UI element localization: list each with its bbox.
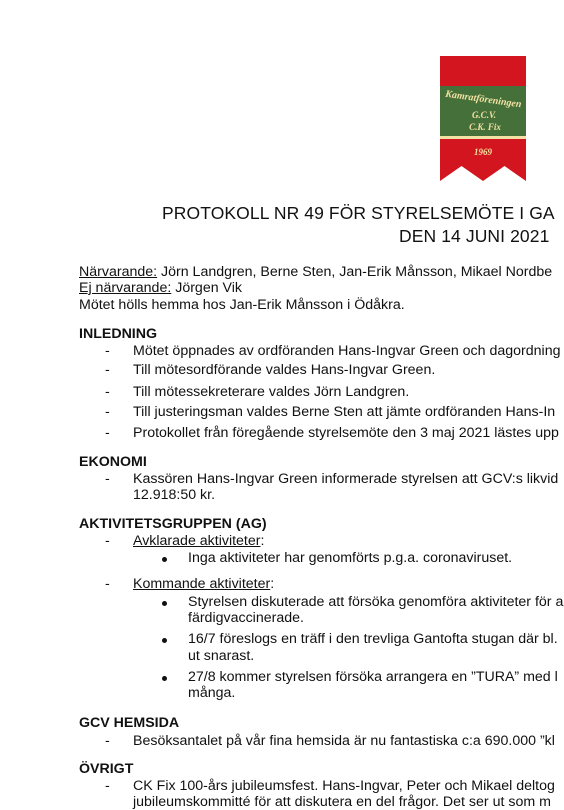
list-dash: -: [105, 778, 110, 794]
inledning-item: Protokollet från föregående styrelsemöte den 3 maj 2021 lästes upp: [133, 425, 559, 441]
inledning-item: Till mötesordförande valdes Hans-Ingvar Green.: [133, 362, 436, 378]
list-dash: -: [105, 576, 110, 592]
inledning-item: Till justeringsman valdes Berne Sten att jämte ordföranden Hans-In: [133, 404, 556, 420]
absent-label: Ej närvarande:: [79, 280, 172, 296]
inledning-item: Till mötessekreterare valdes Jörn Landgren.: [133, 384, 410, 400]
ekonomi-heading: EKONOMI: [79, 454, 147, 470]
bullet-dot: [162, 557, 167, 562]
gcv-heading: GCV HEMSIDA: [79, 715, 180, 731]
inledning-heading: INLEDNING: [79, 326, 158, 342]
ag-upcoming-label: Kommande aktiviteter:: [133, 576, 275, 592]
gcv-item: Besöksantalet på vår fina hemsida är nu fantastiska c:a 690.000 ”kl: [133, 733, 555, 749]
list-dash: -: [105, 733, 110, 749]
list-dash: -: [105, 425, 110, 441]
meeting-location: Mötet hölls hemma hos Jan-Erik Månsson i Ödåkra.: [79, 297, 405, 313]
club-banner-logo: [440, 56, 526, 181]
list-dash: -: [105, 384, 110, 400]
ag-done-item: Inga aktiviteter har genomförts p.g.a. coronaviruset.: [188, 550, 513, 566]
ag-upcoming-item: 27/8 kommer styrelsen försöka arrangera en ”TURA” med l: [188, 669, 558, 685]
list-dash: -: [105, 471, 110, 487]
list-dash: -: [105, 362, 110, 378]
absent-line: [79, 280, 242, 296]
absent-names: Jörgen Vik: [171, 280, 242, 296]
ag-done-label: Avklarade aktiviteter:: [133, 533, 265, 549]
document-title-line2: DEN 14 JUNI 2021: [399, 226, 550, 246]
ag-upcoming-item-cont: många.: [188, 685, 236, 701]
present-line: [79, 264, 552, 280]
list-dash: -: [105, 533, 110, 549]
ag-upcoming-item-cont: färdigvaccinerade.: [188, 610, 304, 626]
present-label: Närvarande:: [79, 264, 158, 280]
banner-line2: G.C.V.: [471, 110, 497, 120]
ag-upcoming-item-cont: ut snarast.: [188, 648, 255, 664]
ag-upcoming-item: Styrelsen diskuterade att försöka genomföra aktiviteter för a: [188, 594, 564, 610]
banner-line1: Kamratföreningen: [444, 88, 523, 111]
ekonomi-text-cont: 12.918:50 kr.: [133, 487, 216, 503]
list-dash: -: [105, 404, 110, 420]
bullet-dot: [162, 676, 167, 681]
ovrigt-item-cont: jubileumskommitté för att diskutera en del frågor. Det ser ut som m: [133, 794, 551, 810]
ekonomi-text: Kassören Hans-Ingvar Green informerade styrelsen att GCV:s likvid: [133, 471, 559, 487]
bullet-dot: [162, 638, 167, 643]
banner-line3: C.K. Fix: [469, 122, 501, 132]
present-names: Jörn Landgren, Berne Sten, Jan-Erik Månsson, Mikael Nordbe: [157, 264, 553, 280]
ag-upcoming-item: 16/7 föreslogs en träff i den trevliga Gantofta stugan där bl.: [188, 631, 558, 647]
ovrigt-item: CK Fix 100-års jubileumsfest. Hans-Ingvar, Peter och Mikael deltog: [133, 778, 555, 794]
list-dash: -: [105, 343, 110, 359]
ovrigt-heading: ÖVRIGT: [79, 761, 134, 777]
bullet-dot: [162, 601, 167, 606]
inledning-item: Mötet öppnades av ordföranden Hans-Ingvar Green och dagordning: [133, 343, 561, 359]
ag-heading: AKTIVITETSGRUPPEN (AG): [79, 516, 267, 532]
document-title-line1: PROTOKOLL NR 49 FÖR STYRELSEMÖTE I GA: [162, 203, 555, 223]
banner-year: 1969: [474, 147, 492, 157]
